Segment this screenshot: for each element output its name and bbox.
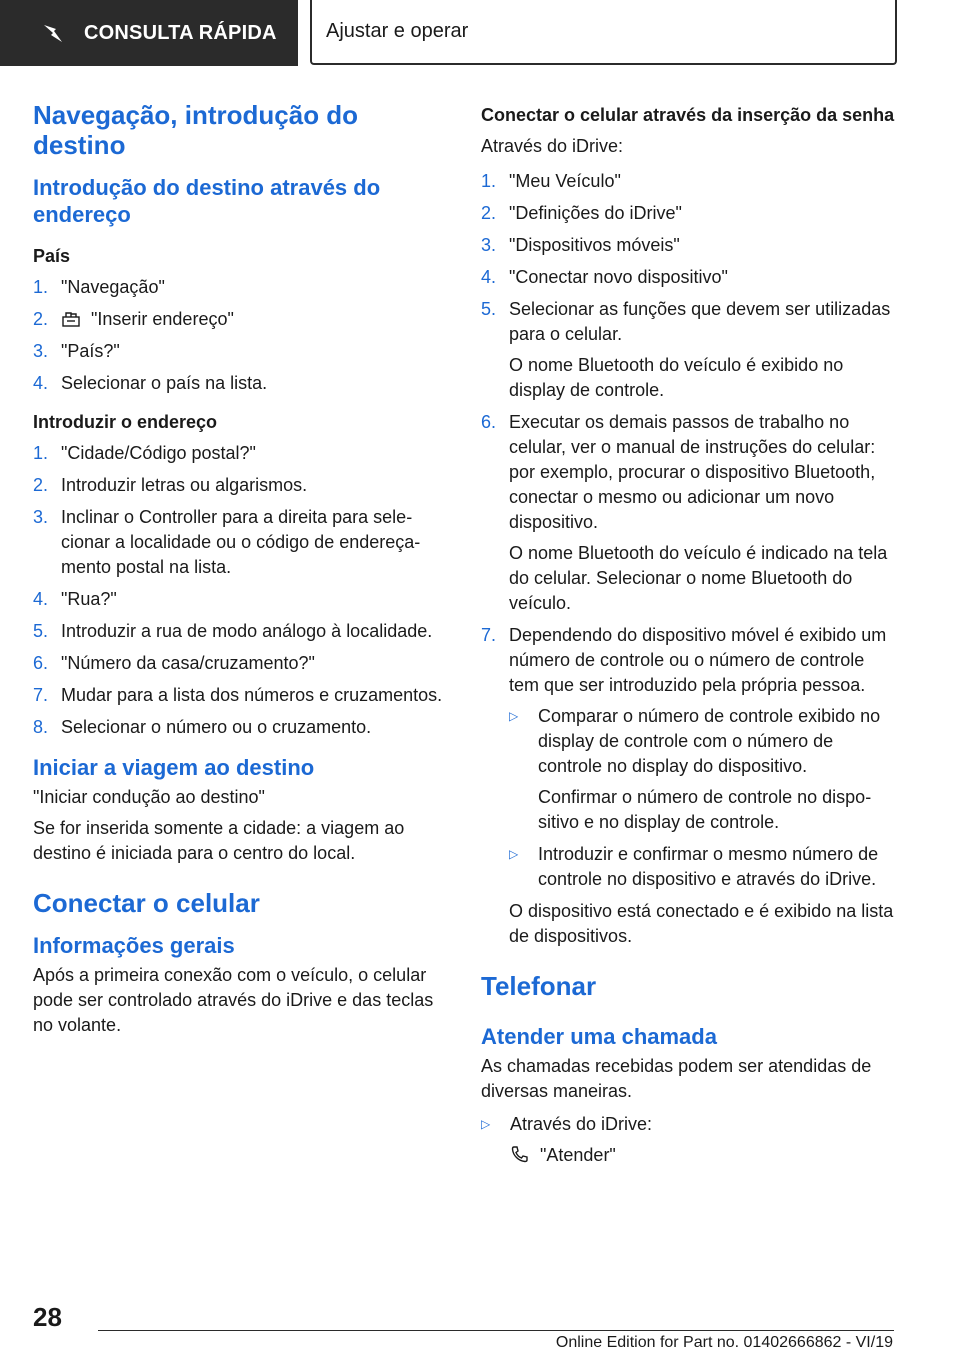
enter-address-label: Introduzir o endereço — [33, 412, 218, 432]
start-trip-heading: Iniciar a viagem ao destino — [33, 755, 315, 780]
list-item: 1. "Meu Veículo" — [481, 171, 621, 191]
list-item: 5. Introduzir a rua de modo análogo à localidade. — [33, 621, 433, 641]
list-item: 2. Introduzir letras ou algarismos. — [33, 475, 308, 495]
country-label: País — [33, 246, 71, 266]
phone-title: Telefonar — [481, 971, 597, 1001]
quick-reference-tab-label: CONSULTA RÁPIDA — [84, 21, 277, 44]
list-item: 1. "Navegação" — [33, 277, 165, 297]
answer-options — [481, 1112, 899, 1168]
answer-call-heading: Atender uma chamada — [481, 1024, 717, 1049]
right-column — [481, 103, 899, 1175]
list-item: 4. "Conectar novo dispositivo" — [481, 267, 728, 287]
list-item: 4. "Rua?" — [33, 589, 117, 609]
answer-call-text: As chamadas recebidas podem ser atendidas de diversas maneiras. — [481, 1056, 872, 1101]
list-item: 7. Dependendo do dispositivo móvel é exibido um número de controle ou o número de controle tem que ser introduzido pela própria pessoa. ▷ Comparar o número de controle exibido no display de controle com o número de controle no display do dispositivo. Confirmar o número de controle no dispositivo e no display de controle. ▷ Introduzir e confirmar o mesmo número de controle no dispositivo e através do iDrive. O dispositivo está conectado e é exibido na lista de dispositivos. — [481, 623, 899, 949]
list-item: 8. Selecionar o número ou o cruzamento. — [33, 717, 372, 737]
bullet-note: Confirmar o número de controle no dispositivo e no display de controle. — [538, 787, 872, 832]
step-note: O nome Bluetooth do veículo é exibido no display de controle. — [509, 355, 844, 400]
address-steps — [33, 441, 448, 740]
list-item: 1. "Cidade/Código postal?" — [33, 443, 256, 463]
list-item: 6. "Número da casa/cruzamento?" — [33, 653, 315, 673]
address-heading: Introdução do destino através do endereço — [33, 175, 381, 227]
connect-phone-title: Conectar o celular — [33, 888, 260, 918]
general-info-heading: Informações gerais — [33, 933, 235, 958]
list-item: 3. "Dispositivos móveis" — [481, 235, 680, 255]
step7-options — [509, 704, 899, 892]
phone-handset-icon — [510, 1144, 530, 1164]
list-item: 2. "Definições do iDrive" — [481, 203, 682, 223]
navigation-title: Navegação, introdução do destino — [33, 100, 359, 160]
start-trip-menu-text: "Iniciar condução ao destino" — [33, 787, 265, 807]
section-tab-label: Ajustar e operar — [326, 20, 469, 42]
footer-edition: Online Edition for Part no. 01402666862 - VI/19 — [555, 1334, 893, 1351]
step-note: O nome Bluetooth do veículo é indicado na tela do celular. Selecionar o nome Bluetooth do veículo. — [509, 543, 888, 613]
list-item: 4. Selecionar o país na lista. — [33, 373, 268, 393]
page-header — [0, 0, 960, 66]
list-item: 3. Inclinar o Controller para a direita para selecionar a localidade ou o código de endereçamento postal na lista. — [33, 507, 421, 577]
list-item: 2. "Inserir endereço" — [33, 309, 234, 329]
bolt-icon — [42, 22, 64, 44]
country-steps — [33, 275, 448, 396]
triangle-bullet-icon: ▷ — [481, 1117, 491, 1131]
step7-result: O dispositivo está conectado e é exibido na lista de dispositivos. — [509, 901, 894, 946]
section-tab[interactable] — [310, 0, 897, 65]
address-icon — [61, 308, 81, 328]
list-item: 7. Mudar para a lista dos números e cruzamentos. — [33, 685, 443, 705]
password-connection-heading: Conectar o celular através da inserção da senha — [481, 105, 895, 125]
list-item: ▷ Comparar o número de controle exibido no display de controle com o número de controle no display do dispositivo. Confirmar o número de controle no dispositivo e no display de controle. — [509, 704, 899, 835]
via-idrive-text: Através do iDrive: — [481, 136, 624, 156]
list-item: 6. Executar os demais passos de trabalho no celular, ver o manual de instruções do celular: por exemplo, procurar o dispositivo Bluetooth, conectar o mesmo ou adicionar um novo dispositivo. O nome Bluetooth do veículo é indicado na tela do celular. Selecionar o nome Bluetooth do veículo. — [481, 410, 899, 616]
list-item: 3. "País?" — [33, 341, 120, 361]
page-number: 28 — [33, 1302, 62, 1332]
connection-steps — [481, 169, 899, 949]
start-trip-text: Se for inserida somente a cidade: a viagem ao destino é iniciada para o centro do local. — [33, 818, 405, 863]
list-item: ▷ Através do iDrive: "Atender" — [481, 1112, 899, 1168]
list-item: ▷ Introduzir e confirmar o mesmo número de controle no dispositivo e através do iDrive. — [509, 842, 899, 892]
list-item: 5. Selecionar as funções que devem ser utilizadas para o celular. O nome Bluetooth do veículo é exibido no display de controle. — [481, 297, 899, 403]
quick-reference-tab[interactable] — [0, 0, 298, 66]
footer-divider — [98, 1330, 894, 1331]
triangle-bullet-icon: ▷ — [509, 847, 519, 861]
triangle-bullet-icon: ▷ — [509, 709, 519, 723]
left-column — [33, 100, 448, 1044]
general-info-text: Após a primeira conexão com o veículo, o celular pode ser controlado através do iDrive e das teclas no volante. — [33, 965, 434, 1035]
